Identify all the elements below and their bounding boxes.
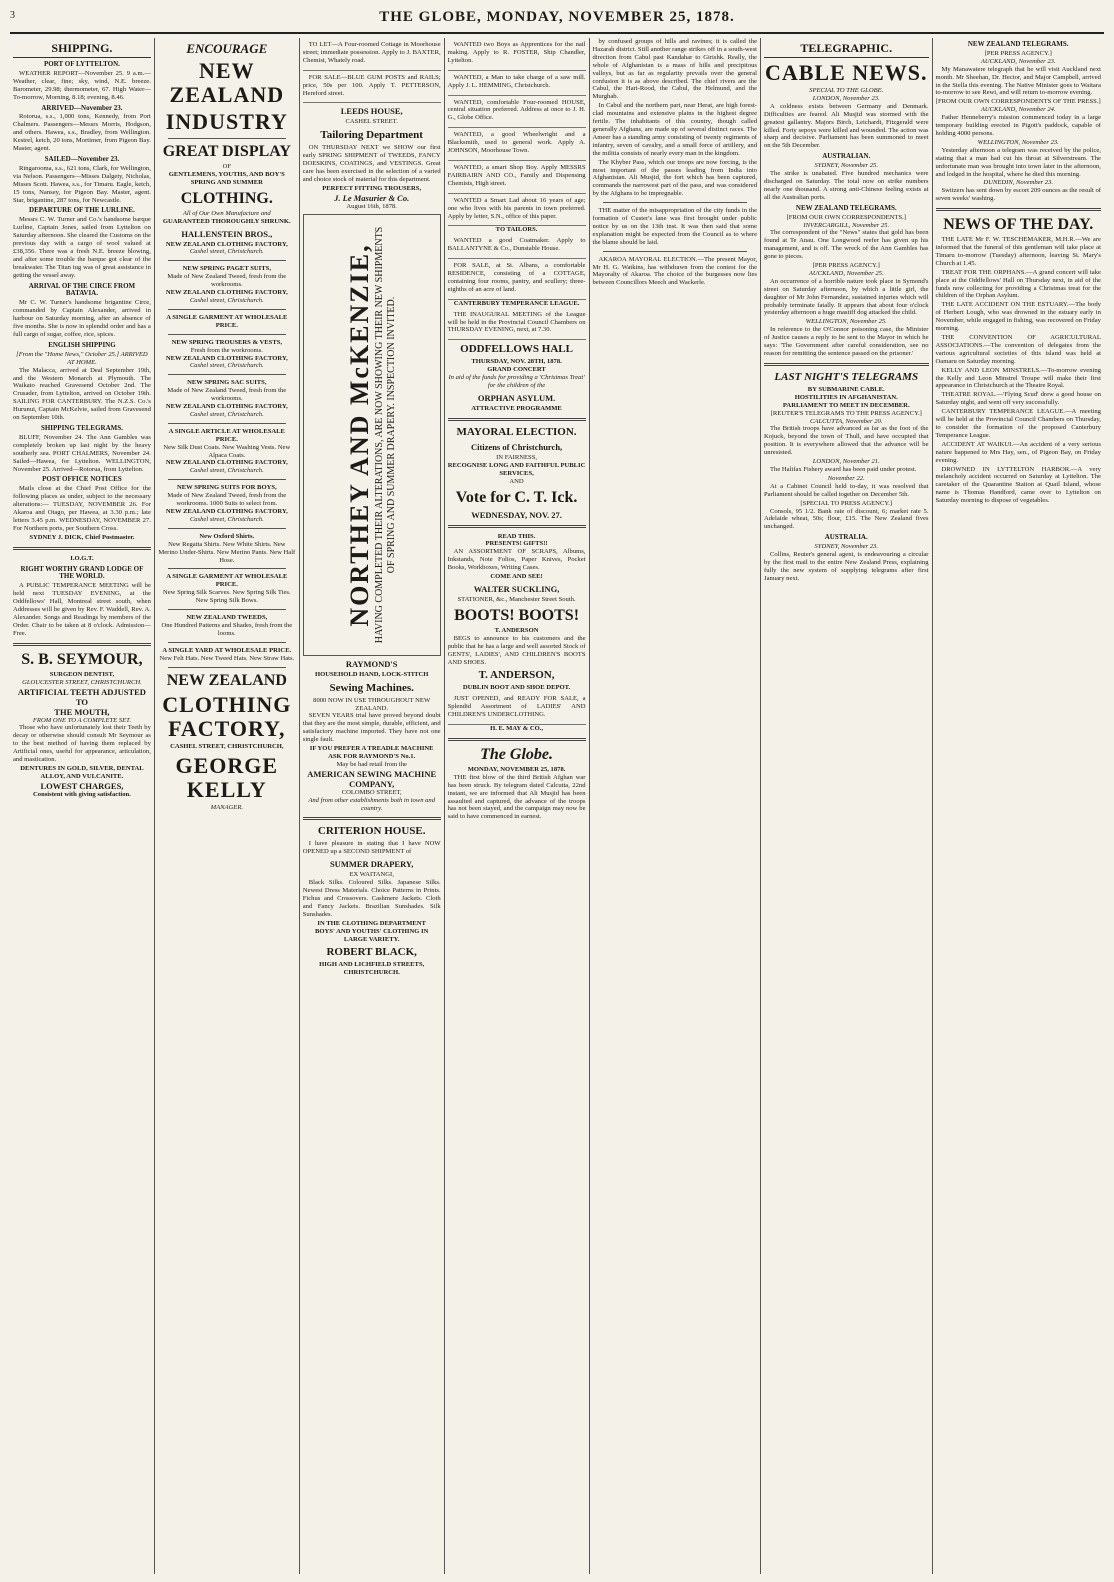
guaranteed-text: GUARANTEED THOROUGHLY SHRUNK.	[162, 217, 291, 225]
post-office-heading: POST OFFICE NOTICES	[42, 475, 122, 484]
item-text: Made of New Zealand Tweed, fresh from the workrooms.	[167, 387, 287, 403]
drapery-list: Black Silks. Coloured Silks. Japanese Silks. Newest Dress Materials. Choice Patterns in Prints. Fichus and Crossovers. Cashmere Jackets. Cloth and Fancy Jackets. Brazilian Sunshades. Silk Sunshades.	[302, 879, 441, 918]
encourage-heading: ENCOURAGE	[186, 41, 268, 56]
perfect-fitting: PERFECT FITTING TROUSERS,	[322, 184, 422, 192]
item-text: New Silk Dust Coats. New Washing Vests. New Alpaca Coats.	[163, 443, 291, 459]
auckland-dateline: AUCKLAND, November 23.	[980, 57, 1056, 65]
telegram-text: Switzers has sent down by escort 209 ounces as the result of seven weeks' washing.	[935, 187, 1101, 203]
cashel-footer: CASHEL STREET, CHRISTCHURCH,	[170, 742, 284, 750]
wanted-ad: WANTED a good Coatmaker. Apply to BALLANTYNE & Co., Dunstable House.	[447, 237, 586, 253]
factory-name: NEW ZEALAND CLOTHING FACTORY,	[165, 354, 288, 362]
wanted-ad: WANTED, a smart Shop Boy. Apply MESSRS FAIRBAIRN AND CO., Family and Dispensing Chemists, High street.	[447, 163, 586, 187]
and-text: AND	[509, 477, 524, 485]
masthead	[10, 4, 1104, 34]
column-news-of-the-day	[933, 38, 1104, 1574]
concert-date: THURSDAY, NOV. 28TH, 1878.	[471, 358, 562, 366]
of-text: OF	[222, 163, 232, 170]
wellington-dateline: WELLINGTON, November 25.	[805, 318, 887, 326]
column-shipping	[10, 38, 155, 1574]
factory-address: Cashel street, Christchurch.	[189, 467, 264, 475]
great-display: GREAT DISPLAY	[162, 143, 291, 160]
raymond-heading: RAYMOND'S	[345, 658, 398, 669]
wanted-ad: WANTED, a Man to take charge of a saw mill. Apply J. L. HEMMING, Christchurch.	[447, 73, 586, 89]
own-manufacture: All of Our Own Manufacture and	[182, 209, 271, 217]
tailoring-heading: Tailoring Department	[320, 129, 423, 142]
leader-continued: by confused groups of hills and ravines; it is called the Hazarah district. Still another range strikes off in a south-west direction from Cabul past Kandahar to Girishk. Really, the whole of Afghanistan is a mass of hills and precipitous valleys, but as far as regularity prevails over the general confusion it is as above described. The chief rivers are the Cabul, the Hari-Rood, the Cabul, the Helmund, and the Murghab.	[592, 38, 757, 101]
criterion-heading: CRITERION HOUSE.	[317, 825, 426, 838]
iogt-text: A PUBLIC TEMPERANCE MEETING will be held next TUESDAY EVENING, at the Oddfellows' Hall, Montreal street south, when Addresses will be given by Rev. F. Waddell, Rev. A. Alexander. Songs and Readings by members of the Order. Chair to be taken at 8 o'clock. Admission—Free.	[13, 582, 151, 637]
firm-name: HALLENSTEIN BROS.,	[181, 228, 273, 239]
nz-telegrams-sub: [FROM OUR OWN CORRESPONDENTS.]	[786, 213, 906, 221]
item-title: A SINGLE GARMENT AT WHOLESALE PRICE.	[166, 313, 288, 329]
press-agency: [PER PRESS AGENCY.]	[812, 262, 880, 270]
page-number: 3	[10, 10, 15, 21]
special-globe: SPECIAL TO THE GLOBE.	[809, 87, 884, 94]
seymour-dentures: DENTURES IN GOLD, SILVER, DENTAL ALLOY, AND VULCANITE.	[20, 764, 144, 780]
sydney-text: The strike is unabated. Five hundred mechanics were discharged on Saturday. The total now on strike numbers nearly one thousand. A strong anti-Chinese feeling exists at all the Australian ports.	[764, 170, 929, 201]
calcutta-dateline: CALCUTTA, November 20.	[810, 417, 883, 425]
raymond-text: SEVEN YEARS trial have proved beyond doubt that they are the most simple, durable, efficient, and satisfactory machine imported. They have not one single fault.	[302, 712, 441, 744]
boots-heading: BOOTS! BOOTS!	[454, 606, 580, 624]
english-shipping-text: The Malacca, arrived at Deal September 19th, and the Western Monarch at Plymouth. The Waikato reached Gravesend October 2nd. The Crusader, from Lyttelton, arrived on October 19th. SAILING FOR CANTERBURY. The N.Z.S. Co.'s Hurunui, Captain McKelvie, sailed from Gravesend on September 10th.	[13, 366, 151, 422]
programme: ATTRACTIVE PROGRAMME	[471, 405, 562, 412]
own-correspondents: [FROM OUR OWN CORRESPONDENTS OF THE PRESS.]	[935, 98, 1101, 106]
column-wanted-and-leader	[445, 38, 590, 1574]
consols-text: Consols, 95 1/2. Bank rate of discount, 6; market rate 5. Adelaide wheat, 50s; flour, £15. The New Zealand fives unchanged.	[764, 507, 929, 531]
column-leader-continued	[590, 38, 762, 1574]
telegram-text: My Manawatere telegraph that he will visit Auckland next month. Mr Sheehan, Dr. Hector, and Major Campbell, arrived in the Stella this evening. The Native Minister goes to Waitara to-morrow to see Rewi, and will return to-morrow evening.	[935, 65, 1101, 97]
item-5	[158, 484, 296, 524]
industry-heading: INDUSTRY	[165, 109, 288, 134]
item-text: New Regatta Shirts. New White Shirts. New Merino Under-Shirts. New Merino Pants. New Half Hose.	[158, 540, 296, 564]
telegraphic-heading: TELEGRAPHIC.	[764, 41, 929, 58]
read-this: READ THIS.	[497, 532, 536, 540]
port-heading: PORT OF LYTTELTON.	[43, 60, 120, 68]
assortment-text: AN ASSORTMENT OF SCRAPS, Albums, Inkstands, Note Folios, Paper Knives, Pocket Books, Workboxes, Writing Cases.	[447, 548, 586, 572]
factory-name: NEW ZEALAND CLOTHING FACTORY,	[165, 508, 288, 515]
item-text: Fresh from the workrooms.	[190, 346, 263, 354]
leader-body-2: The Khyber Pass, which our troops are now forcing, is the most important of the passes leading from India into Afghanistan. Ali Musjid, the fort which has been captured, commands the narrowest part of the pass, and was considered by the Afghans to be impregnable.	[592, 158, 757, 198]
robert-black: ROBERT BLACK,	[326, 946, 417, 959]
post-office-signature: SYDNEY J. DICK, Chief Postmaster.	[29, 533, 135, 541]
weather-report: WEATHER REPORT—November 25. 9 a.m.—Weather, clear, fine; sky, wind, N.E. breeze. Barometer, 29.98; thermometer, 67. High Water—To-morrow, Morning, 8.18; evening, 8.46.	[13, 69, 151, 101]
arrived-text: Rotorua, s.s., 1,000 tons, Kennedy, from Port Chalmers. Passengers—Messrs Morris, Hodgson, and others. Hawea, s.s., Bradley, from Wellington. Kestrel, ketch, 20 tons, Mortimer, from Pigeon Bay. Master, agent.	[13, 113, 151, 153]
factory-address: Cashel street, Christchurch.	[189, 248, 264, 256]
news-item: THE CONVENTION OF AGRICULTURAL ASSOCIATIONS.—The convention of delegates from the various agricultural societies of this island was held at Oamaru on Saturday morning.	[935, 334, 1101, 365]
wellington-dateline: WELLINGTON, November 23.	[977, 138, 1059, 146]
column-telegraphic	[761, 38, 933, 1574]
suckling-name: WALTER SUCKLING,	[473, 583, 560, 594]
nz-telegrams-heading: NEW ZEALAND TELEGRAMS.	[795, 203, 897, 212]
leader-text: THE first blow of the third British Afghan war has been struck. By telegram dated Calcutta, 22nd instant, we are informed that Ali Musjid has been assaulted and captured, the advance of the troops has not been stayed, and the campaign may now be said to have commenced in earnest.	[447, 773, 586, 821]
item-0	[158, 265, 296, 305]
tolet-ad: TO LET—A Four-roomed Cottage in Moorhouse street; immediate possession. Apply to J. BAXTER, Chemist, Whately road.	[302, 41, 441, 64]
masthead-title: THE GLOBE, MONDAY, NOVEMBER 25, 1878.	[379, 9, 735, 25]
english-shipping-heading: ENGLISH SHIPPING	[48, 340, 116, 349]
leeds-street: CASHEL STREET.	[345, 118, 398, 126]
temperance-heading: CANTERBURY TEMPERANCE LEAGUE.	[453, 299, 580, 307]
seymour-text: Those who have unfortunately lost their Teeth by decay or otherwise should consult Mr Seymour as to the best method of having them replaced by Artificial ones, useful for appearance, articulation, and mastication.	[13, 724, 151, 764]
item-title: NEW SPRING SAC SUITS,	[187, 379, 267, 387]
temperance-text: THE INAUGURAL MEETING of the League will be held in the Provincial Council Chambers on THURSDAY EVENING, next, at 7.30.	[447, 310, 586, 334]
auckland2-dateline: AUCKLAND, November 24.	[980, 106, 1056, 114]
column-hallenstein-ad	[155, 38, 300, 1574]
news-item: THE LATE Mr F. W. TESCHEMAKER, M.H.R.—We are informed that the funeral of this gentleman will take place at Timaru to-morrow (Tuesday) afternoon, leaving St. Mary's Church at 1.45.	[935, 236, 1101, 267]
post-office-text: Mails close at the Chief Post Office for the following places as under, subject to the necessary alterations:— TUESDAY, NOVEMBER 26. For Akaroa and Otago, per Hawea, at 3.30 p.m.; late letters 3.45 p.m. WEDNESDAY, NOVEMBER 27. For Northern ports, per Southern Cross.	[13, 485, 151, 532]
agents-text: And from other establishments both in town and country.	[308, 796, 436, 812]
news-item: ACCIDENT AT WAIKUI.—An accident of a very serious nature happened to Mrs Hay, sen., of Pigeon Bay, on Friday evening.	[935, 440, 1101, 464]
item-3	[158, 379, 296, 419]
nov22-text: At a Cabinet Council held to-day, it was resolved that Parliament should be called together on December 5th.	[764, 482, 929, 498]
anderson-name-large: T. ANDERSON,	[478, 669, 555, 682]
household-heading: HOUSEHOLD HAND, LOCK-STITCH	[314, 670, 429, 678]
arrival-heading: ARRIVAL OF THE CIRCE FROM BATAVIA.	[28, 281, 136, 298]
nz-telegrams-heading: NEW ZEALAND TELEGRAMS.	[967, 40, 1069, 48]
tailoring-text: ON THURSDAY NEXT we SHOW our first early SPRING SHIPMENT of TWEEDS, FANCY DOESKINS, COATINGS, and VESTINGS. Great care has been exercised in the selection of a varied and choice stock of material for this department.	[302, 144, 441, 183]
calcutta-text: The British troops have advanced as far as the foot of the Kojuck, beyond the town of Thull, and have occupied that position. It is everywhere allowed that the advance will be unresisted.	[764, 425, 929, 457]
item-title: NEW SPRING PAGET SUITS,	[182, 265, 271, 273]
vote-ick: Vote for C. T. Ick.	[455, 488, 578, 506]
northey-mckenzie-ad	[303, 214, 441, 656]
news-item: CANTERBURY TEMPERANCE LEAGUE.—A meeting will be held at the Provincial Council Chambers on Thursday, to consider the formation of the proposed Canterbury Temperance League.	[935, 408, 1101, 439]
sailed-text: Ringarooma, s.s., 621 tons, Clark, for Wellington, via Nelson. Passengers—Misses Dalgety, Nicholas, Misses Scott. Hawea, s.s., for Timaru. Eagle, ketch, 15 tons, Nansey, for Pigeon Bay. Master, agent. Star, brigantine, 287 tons, for Newcastle.	[13, 164, 151, 204]
anderson-name: T. ANDERSON	[494, 626, 539, 634]
sewing-machines-heading: Sewing Machines.	[329, 681, 414, 694]
anderson-address: DUBLIN BOOT AND SHOE DEPOT.	[462, 684, 571, 692]
reuter-line: [REUTER'S TELEGRAMS TO THE PRESS AGENCY.]	[770, 409, 922, 417]
clothing-factory-footer: CLOTHING FACTORY,	[162, 691, 292, 741]
telegram-text: Father Henneberry's mission commenced today in a large temporary building erected in Pigott's paddock, capable of holding 4000 persons.	[935, 114, 1101, 137]
mayoral-election: MAYORAL ELECTION.	[456, 425, 577, 438]
item-title: A SINGLE YARD AT WHOLESALE PRICE.	[162, 646, 292, 654]
london2-text: The Halifax Fishery award has been paid under protest.	[770, 465, 917, 473]
american-company: AMERICAN SEWING MACHINE COMPANY,	[307, 768, 437, 789]
oddfellows-heading: ODDFELLOWS HALL	[460, 343, 573, 356]
globe-date: MONDAY, NOVEMBER 25, 1878.	[467, 765, 566, 773]
item-7	[158, 573, 296, 605]
cable-text: A coldness exists between Germany and Denmark. Difficulties are feared. Ali Musjid was stormed with the greatest gallantry. Majors Birch, Leichardt, Fitzgerald were killed. Forty sepoys were killed and wounded. The action was sharp and decisive. Parliament has been summoned to meet on the 5th December.	[764, 102, 929, 150]
special-press: [SPECIAL TO PRESS AGENCY.]	[800, 499, 893, 507]
news-item: THE LATE ACCIDENT ON THE ESTUARY.—The body of Herbert Lough, who was drowned in the estuary early in November, while engaged in fishing, was recovered on Friday morning.	[935, 301, 1101, 333]
seymour-title: SURGEON DENTIST,	[49, 670, 115, 678]
clothing-dept: IN THE CLOTHING DEPARTMENT	[317, 919, 426, 927]
presents: PRESENTS! GIFTS!!	[485, 540, 548, 548]
colombo-street: COLOMBO STREET,	[341, 788, 402, 796]
forsale-ad: FOR SALE—BLUE GUM POSTS and RAILS; price, 50s per 100. Apply T. PETTERSON, Hereford street.	[302, 73, 441, 97]
news-of-the-day-heading: NEWS OF THE DAY.	[943, 216, 1094, 234]
seymour-name: S. B. SEYMOUR,	[21, 650, 143, 668]
underclothing-text: JUST OPENED, and READY FOR SALE, a Splendid Assortment of LADIES' AND CHILDREN'S UNDERCLOTHING.	[447, 695, 586, 719]
cable-news-heading: CABLE NEWS.	[764, 60, 928, 85]
seymour-line1: ARTIFICIAL TEETH ADJUSTED TO	[17, 686, 146, 707]
wanted-ad: WANTED, a good Wheelwright and a Blacksmith, used to general work. Apply A. JOHNSON, Moorhouse Town.	[447, 131, 586, 155]
wellington-text: In reference to the O'Connor poisoning case, the Minister of Justice causes a reply to be sent to the Mayor in which he says: 'The Government after careful consideration, see no reason for remitting the sentence passed on the prisoner.'	[764, 326, 929, 357]
press-text: An occurrence of a horrible nature took place in Symond's street on Saturday afternoon, by which a little girl, the daughter of Mr John Fernandez, sustained injuries which will probably terminate fatally. It appears that about four o'clock yesterday afternoon a huge mastiff dog attacked the child.	[764, 277, 929, 317]
anderson-text: BEGS to announce to his customers and the public that he has a large and well assorted Stock of GENTS', LADIES', AND CHILDREN'S BOOTS AND SHOES.	[447, 634, 586, 666]
wanted-ad: WANTED, comfortable Four-roomed HOUSE, central situation preferred. Address at once to J. H. G., Globe Office.	[447, 98, 586, 122]
fairness: IN FAIRNESS,	[496, 453, 538, 461]
northey-mckenzie-title: NORTHEY AND McKENZIE,	[344, 243, 374, 627]
dunedin-dateline: DUNEDIN, November 23.	[983, 179, 1054, 187]
manager-label: MANAGER.	[210, 803, 244, 811]
london-dateline: LONDON, November 23.	[812, 94, 880, 102]
item-4	[158, 428, 296, 475]
columns	[10, 38, 1104, 1574]
item-title: NEW SPRING TROUSERS & VESTS,	[171, 338, 283, 346]
seymour-address: GLOUCESTER STREET, CHRISTCHURCH.	[22, 678, 142, 686]
item-8	[158, 614, 296, 638]
english-shipping-sub: [From the "Home News," October 25.] ARRIVED AT HOME.	[16, 350, 148, 366]
tailors-heading: TO TAILORS.	[495, 226, 538, 234]
invercargill-dateline: INVERCARGILL, November 25.	[803, 221, 890, 229]
item-title: NEW SPRING SUITS FOR BOYS,	[176, 484, 277, 492]
parliament: PARLIAMENT TO MEET IN DECEMBER.	[782, 401, 910, 409]
item-1	[158, 314, 296, 330]
grand-concert: GRAND CONCERT	[487, 366, 546, 374]
iogt-heading: I.O.G.T.	[70, 554, 94, 562]
nov22-dateline: November 22.	[827, 474, 865, 482]
item-title: A SINGLE GARMENT AT WHOLESALE PRICE.	[166, 573, 288, 589]
criterion-text: I have pleasure in stating that I have NOW OPENED up a SECOND SHIPMENT of	[302, 840, 441, 856]
item-title: New Oxford Shirts.	[199, 532, 255, 540]
sailed-heading: SAILED—November 23.	[44, 154, 120, 163]
factory-name: NEW ZEALAND CLOTHING FACTORY,	[165, 240, 288, 248]
item-6	[158, 533, 296, 565]
orphan-asylum: ORPHAN ASYLUM.	[477, 393, 556, 403]
le-masurier-sign: J. Le Masurier & Co.	[334, 192, 410, 203]
come-and-see: COME AND SEE!	[490, 573, 543, 581]
item-text: New Felt Hats. New Tweed Hats. New Straw Hats.	[159, 654, 295, 662]
leader-body: In Cabul and the northern part, near Herat, are high forest-clad mountains and extensive plains in the highest degree fertile. The inhabitants of this country, though called generally Afghans, are made up of several distinct races. The Ameer has a standing army consisting of twenty regiments of infantry, seven of cavalry, and a small force of artillery, and the militia consists of nearly every man in the kingdom.	[592, 102, 757, 157]
arrived-heading: ARRIVED—November 23.	[41, 103, 123, 112]
sydney2-text: Collins, Reuter's general agent, is endeavouring a circular by the first mail to the entire New Zealand Press, explaining fully the new system of supplying telegrams after first January next.	[764, 551, 929, 582]
factory-address: Cashel street, Christchurch.	[189, 296, 264, 304]
shipping-heading: SHIPPING.	[13, 41, 151, 58]
george-kelly: GEORGE KELLY	[175, 752, 279, 802]
forsale-ad: FOR SALE, at St. Albans, a comfortable RESIDENCE, consisting of a COTTAGE, containing four rooms, pantry, and scullery; three-eighths of an acre of land.	[447, 262, 586, 293]
factory-address: Cashel street, Christchurch.	[189, 515, 264, 523]
hostilities: HOSTILITIES IN AFGHANISTAN.	[794, 393, 898, 401]
telegram-text: Yesterday afternoon a telegram was received by the police, stating that a man had cut his throat at Silverstream. The unfortunate man was brought into town later in the afternoon, and lodged in the hospital, where he died this morning.	[935, 146, 1101, 178]
boys-clothing: BOYS' AND YOUTHS' CLOTHING IN LARGE VARIETY.	[315, 927, 429, 943]
le-masurier-date: August 16th, 1878.	[346, 202, 397, 210]
globe-heading: The Globe.	[480, 745, 553, 763]
ex-waitangi: EX WAITANGI,	[349, 871, 394, 879]
australian-heading: AUSTRALIAN.	[822, 152, 871, 161]
summer-drapery: SUMMER DRAPERY,	[329, 859, 414, 870]
municipal-text: THE matter of the misappropriation of the city funds in the formation of Custer's lane was first brought under public notice by us on the 13th inst. It was then said that some explanation might be expected from the Council as to where the blame should be laid.	[592, 207, 757, 246]
had-from: May be had retail from the	[336, 760, 407, 768]
item-2	[158, 339, 296, 371]
suckling-address: STATIONER, &c., Manchester Street South.	[457, 595, 576, 603]
item-title: A SINGLE ARTICLE AT WHOLESALE PRICE.	[168, 427, 285, 443]
item-text: Made of New Zealand Tweed, fresh from the workrooms. 1000 Suits to select from.	[167, 492, 287, 508]
clothing-heading: CLOTHING.	[180, 189, 273, 207]
factory-address: Cashel street, Christchurch.	[189, 362, 264, 370]
leeds-house: LEEDS HOUSE,	[340, 106, 403, 117]
seymour-line2: THE MOUTH,	[54, 706, 110, 717]
press-agency: [PER PRESS AGENCY.]	[984, 49, 1052, 57]
last-night-heading: LAST NIGHT'S TELEGRAMS	[774, 370, 919, 383]
australia-heading: AUSTRALIA.	[824, 533, 868, 542]
departure-heading: DEPARTURE OF THE LURLINE.	[29, 206, 135, 215]
column-drapery-ads	[300, 38, 445, 1574]
seymour-footer: Consistent with giving satisfaction.	[33, 790, 131, 798]
new-zealand-heading: NEW ZEALAND	[169, 58, 285, 107]
news-item: THEATRE ROYAL.—'Flying Scud' drew a good house on Saturday night, and went off very successfully.	[935, 391, 1101, 407]
nz-footer: NEW ZEALAND	[166, 671, 287, 689]
london2-dateline: LONDON, November 21.	[812, 458, 880, 466]
robert-black-address: HIGH AND LICHFIELD STREETS, CHRISTCHURCH.	[319, 961, 425, 977]
item-9	[158, 647, 296, 663]
factory-address: Cashel street, Christchurch.	[189, 410, 264, 418]
factory-name: NEW ZEALAND CLOTHING FACTORY,	[165, 289, 288, 297]
item-text: One Hundred Patterns and Shades, fresh from the looms.	[161, 621, 293, 637]
northey-mckenzie-sub: HAVING COMPLETED THEIR ALTERATIONS, ARE NOW SHOWING THEIR NEW SHIPMENTS OF SPRING AND SUMMER DRAPERY. INSPECTION INVITED.	[373, 226, 397, 643]
in-use-text: 8000 NOW IN USE THROUGHOUT NEW ZEALAND.	[313, 696, 431, 712]
wanted-ad: WANTED a Smart Lad about 16 years of age; one who lives with his parents in town preferred. Apply by letter, S.N., office of this paper.	[447, 196, 586, 220]
news-item: KELLY AND LEON MINSTRELS.—To-morrow evening the Kelly and Leon Minstrel Troupe will make their first appearance in Christchurch at the Theatre Royal.	[935, 366, 1101, 390]
item-text: New Spring Silk Scarves. New Spring Silk Ties. New Spring Silk Bows.	[162, 589, 291, 605]
orphan-aid: In aid of the funds for providing a 'Christmas Treat' for the children of the	[448, 374, 585, 390]
gentlemens-text: GENTLEMENS, YOUTHS, AND BOY'S SPRING AND SUMMER	[168, 170, 285, 186]
wanted-ad: WANTED two Boys as Apprentices for the nail making. Apply to R. FOSTER, Ship Chandler, Lyttelton.	[447, 41, 586, 64]
news-item: DROWNED IN LYTTELTON HARBOR.—A very melancholy accident occurred on Saturday at Lyttelton. The caretaker of the Quarantine Station at Quail Island, whose name is Thomas Handford, came over to Lyttelton on Saturday morning to dispose of vegetables.	[935, 465, 1101, 505]
shipping-telegrams-heading: SHIPPING TELEGRAMS.	[40, 423, 123, 432]
factory-name: NEW ZEALAND CLOTHING FACTORY,	[165, 403, 288, 411]
seymour-charges: LOWEST CHARGES,	[40, 780, 124, 791]
nz-telegrams-text: The correspondent of the "News" states that gold has been found at Te Anau. One Longwood reefer has given up his management, and is off. The wreck of the Ann Gambles has gone to pieces.	[764, 229, 929, 261]
item-title: NEW ZEALAND TWEEDS,	[186, 614, 268, 622]
departure-text: Messrs C. W. Turner and Co.'s handsome barque Lurline, Captain Jones, sailed from Lyttelton on Saturday afternoon. She cleared the Customs on the previous day with a cargo of wool valued at £38,356. There was a fresh N.E. breeze blowing, and after some trouble the barque got clear of the breakwater. The Titan tug was of great assistance in getting the vessel away.	[13, 216, 151, 279]
election-date: WEDNESDAY, NOV. 27.	[471, 509, 562, 520]
arrival-text: Mr C. W. Turner's handsome brigantine Circe, commanded by Captain Alexander, arrived in harbour on Saturday morning, after an absence of five months. She is now in splendid order and has a full cargo of sugar, coffee, rice, spices.	[13, 299, 151, 338]
item-text: Made of New Zealand Tweed, fresh from the workrooms.	[167, 273, 287, 289]
treadle-text: IF YOU PREFER A TREADLE MACHINE ASK FOR RAYMOND'S No.1.	[309, 745, 434, 760]
submarine-cable: BY SUBMARINE CABLE.	[807, 385, 885, 393]
recognise: RECOGNISE LONG AND FAITHFUL PUBLIC SERVICES,	[447, 461, 586, 477]
sydney-dateline: SYDNEY, November 25.	[814, 162, 878, 170]
iogt-subheading: RIGHT WORTHY GRAND LODGE OF THE WORLD.	[20, 564, 144, 581]
sydney2-dateline: SYDNEY, November 23.	[814, 543, 878, 551]
auckland-dateline: AUCKLAND, November 25.	[808, 269, 884, 277]
akaroa-election: AKAROA MAYORAL ELECTION.—The present Mayor, Mr H. G. Watkins, has withdrawn from the contest for the Mayoralty of Akaroa. The choice of the burgesses now lies between Councillors Meech and Wackerle.	[592, 255, 757, 287]
citizens: Citizens of Christchurch,	[470, 441, 563, 452]
shipping-telegrams-text: BLUFF, November 24. The Ann Gambles was completely broken up last night by the heavy southerly sea. PORT CHALMERS, November 24. Sailed—Hawea, for Lyttelton. WELLINGTON, November 25. Arrived—Rotorua, from Lyttelton.	[13, 433, 151, 473]
seymour-line3: FROM ONE TO A COMPLETE SET.	[32, 716, 131, 724]
news-item: TREAT FOR THE ORPHANS.—A grand concert will take place at the Oddfellows' Hall on Thursday next, in aid of the funds now collecting for providing a Christmas treat for the children of the Orphan Asylum.	[935, 268, 1101, 300]
factory-name: NEW ZEALAND CLOTHING FACTORY,	[165, 459, 288, 467]
may-co: H. E. MAY & CO.,	[490, 725, 544, 733]
